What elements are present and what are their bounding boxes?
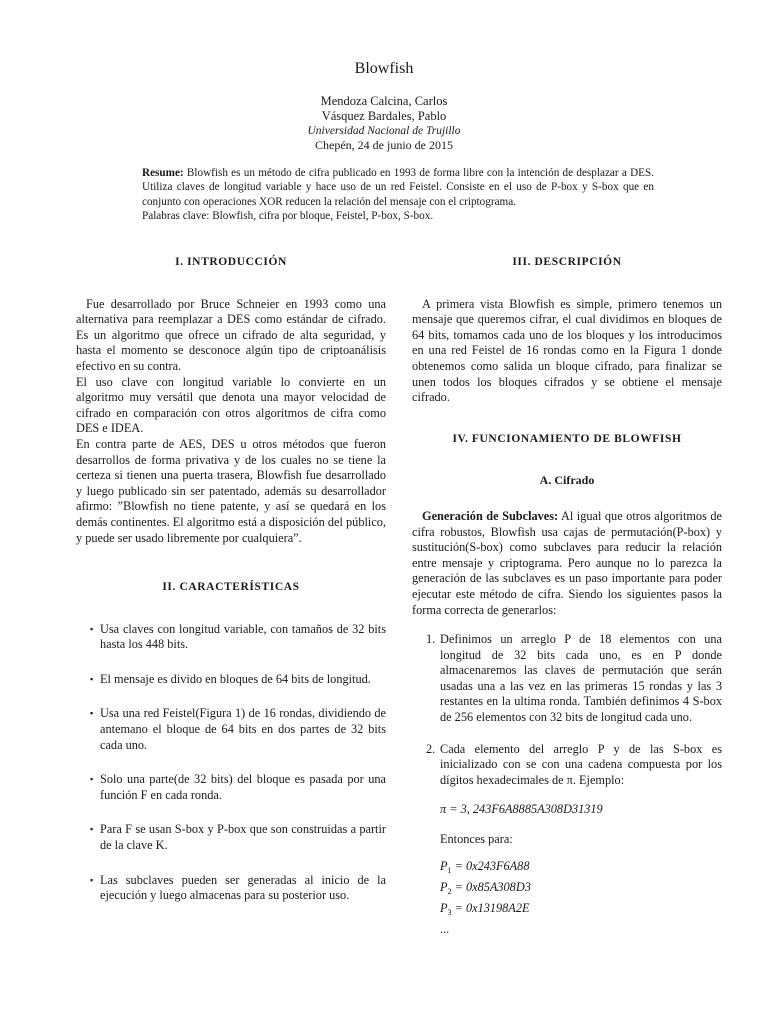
step-number: 2. — [426, 741, 436, 756]
pi-equation: π = 3, 243F6A8885A308D31319 — [440, 802, 603, 817]
paper-title: Blowfish — [354, 60, 414, 77]
list-item-text: Solo una parte(de 32 bits) del bloque es pasada por una función F en cada ronda. — [100, 772, 386, 802]
keywords: Palabras clave: Blowfish, cifra por bloque, Feistel, P-box, S-box. — [142, 210, 434, 223]
step-text: Definimos un arreglo P de 18 elementos con una longitud de 32 bits cada uno, es en P donde almacenaremos las claves de permutación que serán usadas una a las vez en las primeras 15 rondas y las 3 restantes en la ultima ronda. También definimos 4 S-box de 256 elementos con 32 bits de longitud cada uno. — [440, 632, 722, 725]
date-line: Chepén, 24 de junio de 2015 — [315, 138, 453, 152]
intro-paragraph-1: Fue desarrollado por Bruce Schneier en 1993 como una alternativa para reemplazar a DES como estándar de cifrado. Es un algoritmo que ofrece un cifrado de alta seguridad, y hasta el momento se desconoce algún tipo de criptoanálisis efectivo en su contra. — [76, 296, 386, 373]
abstract-label: Resume: — [142, 167, 184, 179]
list-item — [412, 632, 722, 726]
left-column — [76, 255, 386, 923]
intro-paragraph-3: En contra parte de AES, DES u otros métodos que fueron desarrollos de forma privativa y de los cuales no se tiene la certeza si tienen una puerta trasera, Blowfish fue desarrollado y luego publicado sin ser patentado, además su desarrollador afirmo: ”Blowfish no tiene patente, y así se quedará en los demás continentes. El algoritmo está a disposición del público, y puede ser usado libremente por cualquiera”. — [76, 436, 386, 545]
list-item-text: El mensaje es divido en bloques de 64 bits de longitud. — [100, 671, 371, 686]
step-text: Cada elemento del arreglo P y de las S-box es inicializado con se con una cadena compuesta por los dígitos hexadecimales de π. Ejemplo: — [440, 741, 722, 787]
bullet-icon: ▪ — [90, 774, 94, 785]
ellipsis: ... — [440, 921, 450, 936]
subkey-generation-label: Generación de Subclaves: — [422, 508, 559, 523]
list-item — [76, 672, 386, 688]
list-item — [76, 622, 386, 653]
list-item — [76, 706, 386, 753]
abstract-text: Blowfish es un método de cifra publicado en 1993 de forma libre con la intención de desplazar a DES. Utiliza claves de longitud variable y hace uso de un red Feistel. Consiste en el uso de P-box y S-box que en conjunto con operaciones XOR reducen la relación del mensaje con el criptograma. — [142, 167, 655, 208]
intro-paragraph-2: El uso clave con longitud variable lo convierte en un algoritmo muy versátil que denota una mayor velocidad de cifrado en comparación con otros algoritmos de cifra como DES e IDEA. — [76, 374, 386, 436]
step-number: 1. — [426, 632, 436, 647]
list-item-text: Para F se usan S-box y P-box que son construidas a partir de la clave K. — [100, 822, 386, 853]
list-item — [76, 772, 386, 803]
then-text: Entonces para: — [440, 832, 513, 847]
author-1: Mendoza Calcina, Carlos — [320, 94, 448, 108]
description-paragraph: A primera vista Blowfish es simple, primero tenemos un mensaje que queremos cifrar, el cual dividimos en bloques de 64 bits, tomamos cada uno de los bloques y los introducimos en una red Feistel de 16 rondas como en la Figura 1 donde obtenemos como salida un bloque cifrado, para finalizar se unen todos los bloques cifrados y se obtiene el mensaje cifrado. — [412, 296, 722, 405]
bullet-icon: ▪ — [90, 708, 94, 719]
section-gap — [412, 406, 722, 432]
list-item — [412, 742, 722, 937]
bullet-icon: ▪ — [90, 824, 94, 835]
list-item-text: Usa una red Feistel(Figura 1) de 16 rondas, dividiendo de antemano el bloque de 64 bits en dos partes de 32 bits cada uno. — [100, 706, 386, 752]
subkey-generation-text: Al igual que otros algoritmos de cifra robustos, Blowfish usa cajas de permutación(P-box) y sustitución(S-box) como subclaves para reducir la relación entre mensaje y criptograma. Pero aunque no lo parezca la generación de las subclaves es un paso importante para poder ejecutar este método de cifra. Siendo los siguientes pasos la forma correcta de generarlos: — [412, 508, 722, 617]
subsection-heading-cifrado: A. Cifrado — [539, 473, 595, 488]
affiliation: Universidad Nacional de Trujillo — [307, 125, 461, 137]
abstract — [142, 166, 654, 224]
list-item — [76, 822, 386, 853]
list-item — [76, 873, 386, 904]
steps-list — [412, 632, 722, 937]
right-column — [412, 255, 722, 953]
bullet-icon: ▪ — [90, 623, 94, 634]
p-value-line: $P_3 = 0x13198A2E$ — [440, 900, 530, 917]
author-2: Vásquez Bardales, Pablo — [321, 109, 447, 123]
bullet-icon: ▪ — [90, 874, 94, 885]
subkey-generation-paragraph — [412, 509, 722, 618]
section-heading-descripcion: III. DESCRIPCIÓN — [512, 256, 622, 268]
section-heading-caracteristicas: II. CARACTERÍSTICAS — [162, 581, 300, 594]
p-value-line: $P_1 = 0x243F6A88$ — [440, 858, 530, 875]
features-list — [76, 622, 386, 904]
section-heading-funcionamiento: IV. FUNCIONAMIENTO DE BLOWFISH — [452, 432, 682, 445]
paper-header — [0, 60, 768, 152]
p-value-line: $P_2 = 0x85A308D3$ — [440, 879, 531, 896]
bullet-icon: ▪ — [90, 673, 94, 684]
list-item-text: Las subclaves pueden ser generadas al inicio de la ejecución y luego almacenas para su posterior uso. — [100, 872, 386, 903]
p-values — [440, 858, 722, 937]
section-heading-introduccion: I. INTRODUCCIÓN — [175, 256, 287, 268]
section-gap — [76, 546, 386, 580]
list-item-text: Usa claves con longitud variable, con tamaños de 32 bits hasta los 448 bits. — [100, 621, 386, 652]
